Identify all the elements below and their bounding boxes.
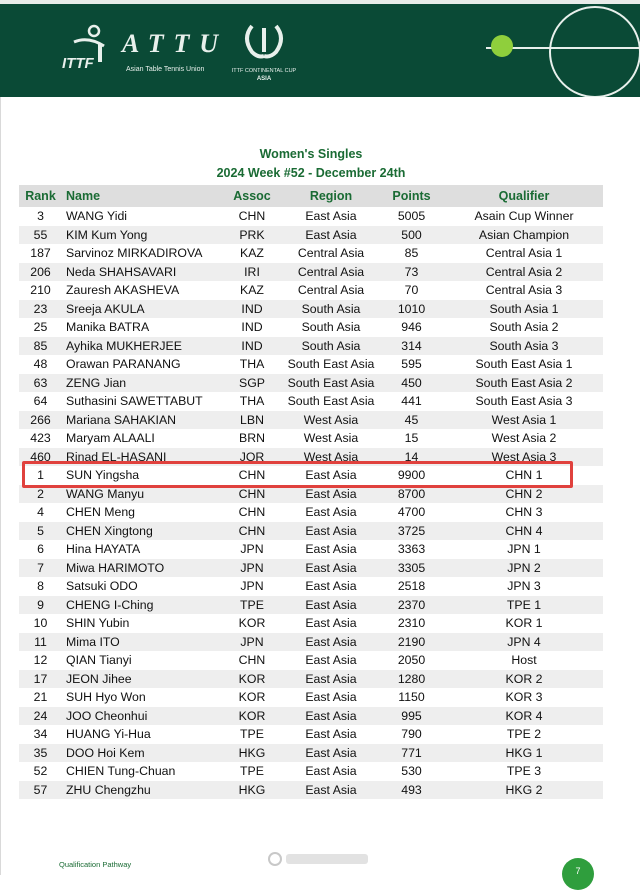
table-row (19, 781, 603, 800)
header-assoc: Assoc (220, 185, 284, 207)
cell-name: CHIEN Tung-Chuan (62, 762, 220, 781)
cell-assoc: TPE (220, 596, 284, 615)
cell-rank: 55 (19, 226, 62, 245)
header-qualifier: Qualifier (445, 185, 603, 207)
header-name: Name (62, 185, 220, 207)
table-header-row (19, 185, 603, 207)
cell-rank: 5 (19, 522, 62, 541)
cell-qualifier: Central Asia 2 (445, 263, 603, 282)
cell-name: ZENG Jian (62, 374, 220, 393)
cell-region: East Asia (284, 670, 378, 689)
cell-rank: 9 (19, 596, 62, 615)
table-row (19, 559, 603, 578)
cell-region: East Asia (284, 540, 378, 559)
cell-qualifier: JPN 2 (445, 559, 603, 578)
cell-qualifier: CHN 2 (445, 485, 603, 504)
cell-rank: 25 (19, 318, 62, 337)
cell-assoc: CHN (220, 522, 284, 541)
cell-region: East Asia (284, 688, 378, 707)
cell-rank: 52 (19, 762, 62, 781)
cell-points: 4700 (378, 503, 445, 522)
cell-points: 493 (378, 781, 445, 800)
cell-points: 3725 (378, 522, 445, 541)
cell-rank: 8 (19, 577, 62, 596)
cell-points: 500 (378, 226, 445, 245)
cell-qualifier: Asian Champion (445, 226, 603, 245)
table-row (19, 318, 603, 337)
cell-qualifier: JPN 4 (445, 633, 603, 652)
cell-name: QIAN Tianyi (62, 651, 220, 670)
cell-name: Sreeja AKULA (62, 300, 220, 319)
table-row (19, 429, 603, 448)
cell-name: DOO Hoi Kem (62, 744, 220, 763)
cell-rank: 1 (19, 466, 62, 485)
cell-rank: 266 (19, 411, 62, 430)
cell-region: South East Asia (284, 374, 378, 393)
cell-points: 1010 (378, 300, 445, 319)
table-row (19, 355, 603, 374)
cell-region: East Asia (284, 762, 378, 781)
cell-qualifier: South East Asia 1 (445, 355, 603, 374)
cell-name: Maryam ALAALI (62, 429, 220, 448)
cell-rank: 11 (19, 633, 62, 652)
footer-label: Qualification Pathway (59, 860, 132, 869)
cell-qualifier: West Asia 2 (445, 429, 603, 448)
cell-name: HUANG Yi-Hua (62, 725, 220, 744)
cell-region: East Asia (284, 633, 378, 652)
ranking-table (19, 185, 603, 799)
watermark-icon (268, 852, 282, 866)
cell-rank: 63 (19, 374, 62, 393)
cell-region: West Asia (284, 448, 378, 467)
cell-assoc: PRK (220, 226, 284, 245)
cell-qualifier: JPN 1 (445, 540, 603, 559)
table-row (19, 392, 603, 411)
cell-qualifier: HKG 2 (445, 781, 603, 800)
table-row (19, 300, 603, 319)
cell-rank: 57 (19, 781, 62, 800)
cell-name: SUH Hyo Won (62, 688, 220, 707)
cell-region: South Asia (284, 300, 378, 319)
cell-points: 9900 (378, 466, 445, 485)
cell-rank: 10 (19, 614, 62, 633)
cell-region: Central Asia (284, 281, 378, 300)
table-row (19, 374, 603, 393)
highlight-box (22, 461, 573, 488)
cell-qualifier: South East Asia 2 (445, 374, 603, 393)
cell-assoc: CHN (220, 485, 284, 504)
cell-points: 2370 (378, 596, 445, 615)
cell-qualifier: Asain Cup Winner (445, 207, 603, 226)
cell-assoc: IND (220, 300, 284, 319)
cell-qualifier: South Asia 1 (445, 300, 603, 319)
cell-region: South Asia (284, 318, 378, 337)
cell-points: 5005 (378, 207, 445, 226)
cell-name: KIM Kum Yong (62, 226, 220, 245)
cell-region: East Asia (284, 707, 378, 726)
cell-name: Orawan PARANANG (62, 355, 220, 374)
cell-name: Ayhika MUKHERJEE (62, 337, 220, 356)
header-rank: Rank (19, 185, 62, 207)
cell-points: 595 (378, 355, 445, 374)
cell-points: 946 (378, 318, 445, 337)
table-row (19, 522, 603, 541)
document-subtitle: 2024 Week #52 - December 24th (216, 166, 406, 180)
cell-region: South East Asia (284, 392, 378, 411)
cell-name: Rinad EL-HASANI (62, 448, 220, 467)
cell-rank: 34 (19, 725, 62, 744)
cell-assoc: KAZ (220, 244, 284, 263)
cell-qualifier: South Asia 3 (445, 337, 603, 356)
cell-region: East Asia (284, 559, 378, 578)
cell-assoc: CHN (220, 651, 284, 670)
cell-points: 1150 (378, 688, 445, 707)
cell-rank: 21 (19, 688, 62, 707)
table-row (19, 707, 603, 726)
table-row (19, 337, 603, 356)
cell-assoc: IRI (220, 263, 284, 282)
cell-points: 314 (378, 337, 445, 356)
cell-qualifier: Central Asia 3 (445, 281, 603, 300)
cell-region: East Asia (284, 226, 378, 245)
cell-name: Neda SHAHSAVARI (62, 263, 220, 282)
cell-region: East Asia (284, 744, 378, 763)
cell-rank: 7 (19, 559, 62, 578)
table-row (19, 244, 603, 263)
cell-region: East Asia (284, 725, 378, 744)
cell-qualifier: Host (445, 651, 603, 670)
cell-region: East Asia (284, 781, 378, 800)
cell-region: East Asia (284, 614, 378, 633)
cell-qualifier: CHN 4 (445, 522, 603, 541)
cell-region: East Asia (284, 485, 378, 504)
cell-points: 14 (378, 448, 445, 467)
cell-region: East Asia (284, 522, 378, 541)
cell-assoc: KAZ (220, 281, 284, 300)
cell-points: 790 (378, 725, 445, 744)
table-row (19, 540, 603, 559)
cell-assoc: JPN (220, 577, 284, 596)
table-row (19, 207, 603, 226)
cell-rank: 187 (19, 244, 62, 263)
cell-qualifier: KOR 4 (445, 707, 603, 726)
table-row (19, 744, 603, 763)
cell-name: ZHU Chengzhu (62, 781, 220, 800)
cell-rank: 35 (19, 744, 62, 763)
watermark (268, 848, 376, 870)
table-row (19, 281, 603, 300)
cell-name: Sarvinoz MIRKADIROVA (62, 244, 220, 263)
cell-rank: 4 (19, 503, 62, 522)
attu-logo-icon (120, 26, 230, 76)
cell-name: CHEN Meng (62, 503, 220, 522)
cell-assoc: KOR (220, 670, 284, 689)
cell-region: East Asia (284, 577, 378, 596)
cell-assoc: JPN (220, 633, 284, 652)
table-row (19, 596, 603, 615)
cell-name: JOO Cheonhui (62, 707, 220, 726)
cell-qualifier: TPE 1 (445, 596, 603, 615)
cell-region: West Asia (284, 429, 378, 448)
cell-name: CHENG I-Ching (62, 596, 220, 615)
cell-assoc: CHN (220, 207, 284, 226)
cell-assoc: KOR (220, 614, 284, 633)
cell-rank: 24 (19, 707, 62, 726)
cell-assoc: IND (220, 318, 284, 337)
table-row (19, 614, 603, 633)
cell-name: Manika BATRA (62, 318, 220, 337)
cell-points: 2518 (378, 577, 445, 596)
cup-logo-region: ASIA (256, 76, 272, 82)
cell-rank: 85 (19, 337, 62, 356)
cell-region: East Asia (284, 466, 378, 485)
cell-name: CHEN Xingtong (62, 522, 220, 541)
cell-assoc: SGP (220, 374, 284, 393)
cell-rank: 3 (19, 207, 62, 226)
cell-rank: 48 (19, 355, 62, 374)
cell-rank: 210 (19, 281, 62, 300)
cell-qualifier: South Asia 2 (445, 318, 603, 337)
cell-assoc: JPN (220, 559, 284, 578)
cell-assoc: CHN (220, 466, 284, 485)
table-row (19, 651, 603, 670)
cell-points: 2050 (378, 651, 445, 670)
cell-assoc: CHN (220, 503, 284, 522)
cell-points: 450 (378, 374, 445, 393)
attu-logo-subtitle: Asian Table Tennis Union (126, 66, 205, 73)
cell-assoc: THA (220, 392, 284, 411)
cell-name: WANG Manyu (62, 485, 220, 504)
cell-assoc: HKG (220, 781, 284, 800)
cell-region: East Asia (284, 503, 378, 522)
table-row (19, 411, 603, 430)
cell-name: Miwa HARIMOTO (62, 559, 220, 578)
cell-points: 771 (378, 744, 445, 763)
cell-name: Satsuki ODO (62, 577, 220, 596)
cell-name: Mariana SAHAKIAN (62, 411, 220, 430)
cell-assoc: KOR (220, 707, 284, 726)
cell-points: 45 (378, 411, 445, 430)
cell-assoc: JOR (220, 448, 284, 467)
cell-points: 8700 (378, 485, 445, 504)
cell-points: 15 (378, 429, 445, 448)
table-row (19, 688, 603, 707)
cell-assoc: TPE (220, 725, 284, 744)
cell-points: 530 (378, 762, 445, 781)
cell-region: Central Asia (284, 263, 378, 282)
cell-name: Hina HAYATA (62, 540, 220, 559)
table-row (19, 263, 603, 282)
cell-points: 70 (378, 281, 445, 300)
table-row (19, 762, 603, 781)
cell-rank: 206 (19, 263, 62, 282)
cell-points: 995 (378, 707, 445, 726)
cell-region: West Asia (284, 411, 378, 430)
cell-qualifier: Central Asia 1 (445, 244, 603, 263)
cell-qualifier: South East Asia 3 (445, 392, 603, 411)
cell-points: 1280 (378, 670, 445, 689)
cell-name: SUN Yingsha (62, 466, 220, 485)
cell-points: 2310 (378, 614, 445, 633)
attu-logo-text: ATTU (122, 29, 218, 58)
cell-qualifier: West Asia 1 (445, 411, 603, 430)
document-title: Women's Singles (259, 147, 363, 161)
cell-region: South Asia (284, 337, 378, 356)
cell-points: 441 (378, 392, 445, 411)
table-row (19, 577, 603, 596)
cell-rank: 64 (19, 392, 62, 411)
cell-assoc: LBN (220, 411, 284, 430)
cell-assoc: THA (220, 355, 284, 374)
table-row (19, 226, 603, 245)
cell-rank: 2 (19, 485, 62, 504)
watermark-bar (286, 854, 368, 864)
cell-rank: 12 (19, 651, 62, 670)
table-row (19, 725, 603, 744)
cell-rank: 17 (19, 670, 62, 689)
cell-region: South East Asia (284, 355, 378, 374)
cell-qualifier: TPE 3 (445, 762, 603, 781)
cell-qualifier: West Asia 3 (445, 448, 603, 467)
cell-region: East Asia (284, 651, 378, 670)
cell-qualifier: KOR 2 (445, 670, 603, 689)
cell-points: 73 (378, 263, 445, 282)
cell-qualifier: JPN 3 (445, 577, 603, 596)
cell-qualifier: CHN 1 (445, 466, 603, 485)
cell-rank: 460 (19, 448, 62, 467)
cell-name: Mima ITO (62, 633, 220, 652)
cell-assoc: IND (220, 337, 284, 356)
cell-name: JEON Jihee (62, 670, 220, 689)
cell-rank: 23 (19, 300, 62, 319)
cell-name: Suthasini SAWETTABUT (62, 392, 220, 411)
cell-points: 85 (378, 244, 445, 263)
page-number-badge: 7 (562, 858, 594, 890)
header-band (0, 0, 640, 97)
cell-qualifier: CHN 3 (445, 503, 603, 522)
cup-logo-subtitle: ITTF CONTINENTAL CUP (231, 68, 297, 74)
cell-assoc: BRN (220, 429, 284, 448)
cell-qualifier: TPE 2 (445, 725, 603, 744)
cell-assoc: HKG (220, 744, 284, 763)
cell-name: SHIN Yubin (62, 614, 220, 633)
cell-assoc: TPE (220, 762, 284, 781)
table-row (19, 633, 603, 652)
cell-points: 2190 (378, 633, 445, 652)
cell-rank: 423 (19, 429, 62, 448)
cell-points: 3305 (378, 559, 445, 578)
ittf-logo-text: ITTF (62, 55, 94, 72)
cell-region: Central Asia (284, 244, 378, 263)
cell-points: 3363 (378, 540, 445, 559)
cell-name: WANG Yidi (62, 207, 220, 226)
ittf-logo-icon (60, 22, 116, 74)
cell-assoc: JPN (220, 540, 284, 559)
cell-qualifier: KOR 1 (445, 614, 603, 633)
table-row (19, 503, 603, 522)
table-tennis-decoration-icon (470, 0, 640, 97)
cell-assoc: KOR (220, 688, 284, 707)
cell-rank: 6 (19, 540, 62, 559)
header-points: Points (378, 185, 445, 207)
cell-qualifier: HKG 1 (445, 744, 603, 763)
cell-region: East Asia (284, 596, 378, 615)
cell-name: Zauresh AKASHEVA (62, 281, 220, 300)
cell-qualifier: KOR 3 (445, 688, 603, 707)
continental-cup-logo-icon (228, 20, 300, 84)
header-region: Region (284, 185, 378, 207)
cell-region: East Asia (284, 207, 378, 226)
table-row (19, 670, 603, 689)
